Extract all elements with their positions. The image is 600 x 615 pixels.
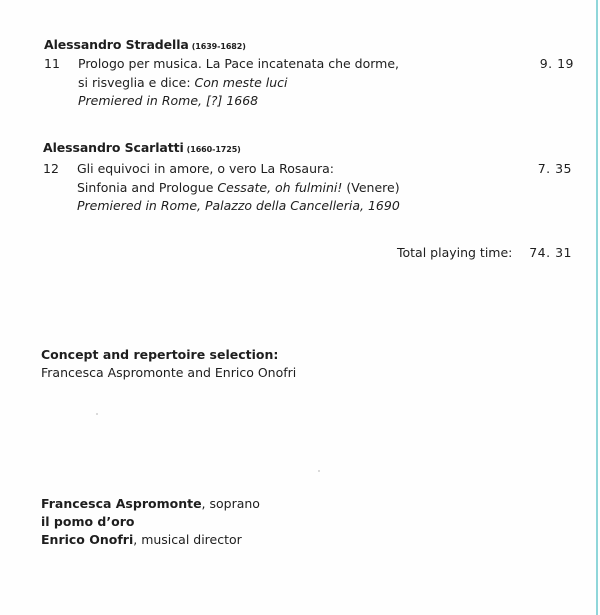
track-title (77, 160, 400, 216)
paper-speck (96, 413, 98, 415)
track-number: 12 (43, 161, 59, 176)
performer-line: Francesca Aspromonte, soprano (41, 496, 260, 511)
total-playing-time-value: 74. 31 (529, 245, 572, 260)
concept-names: Francesca Aspromonte and Enrico Onofri (41, 365, 297, 380)
total-playing-time-label: Total playing time: (397, 245, 513, 260)
composer-heading (44, 37, 246, 52)
composer-dates: (1660-1725) (186, 145, 241, 154)
performers-list (41, 495, 260, 549)
track-premiere: Premiered in Rome, Palazzo della Cancelleria, 1690 (77, 198, 400, 213)
track-title-line1: Gli equivoci in amore, o vero La Rosaura: (77, 161, 335, 176)
track-title-line1: Prologo per musica. La Pace incatenata che dorme, (78, 56, 400, 71)
concept-credit (41, 346, 296, 382)
composer-dates: (1639-1682) (191, 42, 246, 51)
paper-speck (318, 470, 320, 472)
track-title (78, 55, 399, 111)
track-duration: 9. 19 (539, 56, 574, 71)
track-title-line2: si risveglia e dice: Con meste luci (78, 74, 288, 90)
track-duration: 7. 35 (537, 161, 572, 176)
performer-line: Enrico Onofri, musical director (41, 532, 242, 547)
track-title-line2: Sinfonia and Prologue Cessate, oh fulmini! (Venere) (77, 179, 400, 195)
concept-heading: Concept and repertoire selection: (41, 347, 279, 362)
composer-name: Alessandro Stradella (44, 37, 189, 52)
track-number: 11 (44, 56, 60, 71)
composer-name: Alessandro Scarlatti (43, 140, 184, 155)
performer-line: il pomo d’oro (41, 514, 135, 529)
track-premiere: Premiered in Rome, [?] 1668 (78, 93, 259, 108)
composer-heading (43, 140, 241, 155)
page-edge-line (596, 0, 598, 615)
